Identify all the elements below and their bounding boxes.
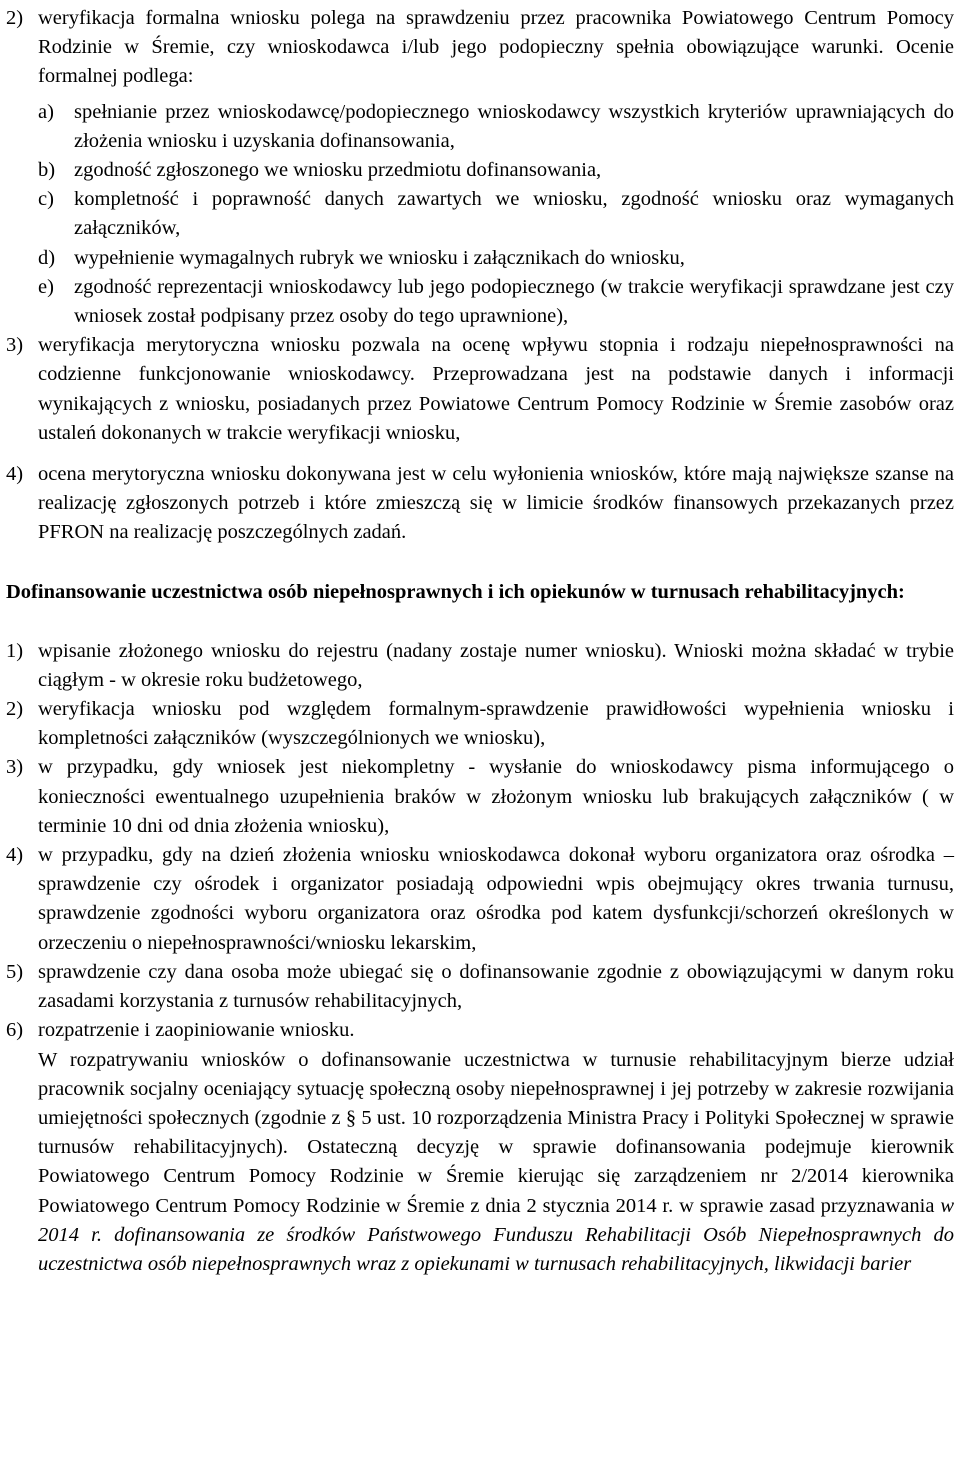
list-item: [6, 695, 954, 753]
closing-text: W rozpatrywaniu wniosków o dofinansowanie uczestnictwa w turnusie rehabilitacyjnym bierze udział pracownik socjalny oceniający sytuację społeczną osoby niepełnosprawnej i jej potrzeby w zakresie rozwijania umiejętności społecznych (zgodnie z § 5 ust. 10 rozporządzenia Ministra Pracy i Polityki Społecznej w sprawie turnusów rehabilitacyjnych). Ostateczną decyzję w sprawie dofinansowania podejmuje kierownik Powiatowego Centrum Pomocy Rodzinie w Śremie kierując się zarządzeniem nr 2/2014 kierownika Powiatowego Centrum Pomocy Rodzinie w Śremie z dnia 2 stycznia 2014 r. w sprawie zasad przyznawania: [38, 1048, 954, 1217]
sublist-label: a): [38, 100, 54, 123]
closing-italic-text: w 2014 r. dofinansowania ze środków Państwowego Funduszu Rehabilitacji Osób Niepełnosprawnych do uczestnictwa osób niepełnosprawnych wraz z opiekunami w turnusach rehabilitacyjnych, likwidacji barier: [38, 1194, 954, 1275]
sublist-text: spełnianie przez wnioskodawcę/podopiecznego wnioskodawcy wszystkich kryteriów uprawniających do złożenia wniosku i uzyskania dofinansowania,: [74, 100, 954, 152]
sublist-label: d): [38, 246, 56, 269]
section-heading: Dofinansowanie uczestnictwa osób niepełnosprawnych i ich opiekunów w turnusach rehabilitacyjnych:: [6, 580, 905, 603]
sublist-text: zgodność reprezentacji wnioskodawcy lub jego podopiecznego (w trakcie weryfikacji sprawdzane jest czy wniosek został podpisany przez osoby do tego uprawnione),: [74, 275, 954, 328]
item-number: 5): [6, 960, 24, 983]
sublist-item: [38, 156, 954, 185]
sublist-item: [38, 185, 954, 243]
item-number: 4): [6, 844, 24, 867]
list-item: [6, 753, 954, 841]
sublist-item: [38, 98, 954, 156]
sublist-label: c): [38, 188, 54, 211]
item-text: rozpatrzenie i zaopiniowanie wniosku.: [38, 1019, 355, 1042]
item-text: w przypadku, gdy na dzień złożenia wniosku wnioskodawca dokonał wyboru organizatora oraz ośrodka – sprawdzenie czy ośrodek i organizator posiadają odpowiedni wpis obejmujący okres trwania turnusu, sprawdzenie zgodności wyboru organizatora oraz ośrodka pod katem dysfunkcji/schorzeń określonych w orzeczeniu o niepełnosprawności/wniosku lekarskim,: [38, 844, 954, 954]
item-text: wpisanie złożonego wniosku do rejestru (nadany zostaje numer wniosku). Wnioski można składać w trybie ciągłym - w okresie roku budżetowego,: [38, 639, 954, 691]
sublist-item: [38, 244, 954, 273]
list-item: [6, 958, 954, 1016]
item-number: 2): [6, 698, 24, 721]
list-item: [6, 460, 954, 548]
item-text: weryfikacja wniosku pod względem formalnym-sprawdzenie prawidłowości wypełnienia wniosku i kompletności załączników (wyszczególnionych we wniosku),: [38, 698, 954, 750]
list-item: [6, 331, 954, 448]
item-number: 1): [6, 639, 24, 662]
item-text: w przypadku, gdy wniosek jest niekompletny - wysłanie do wnioskodawcy pisma informującego o konieczności ewentualnego uzupełnienia braków w złożonym wniosku lub brakujących załączników ( w terminie 10 dni od dnia złożenia wniosku),: [38, 756, 954, 837]
item-number: 3): [6, 756, 24, 779]
sublist-text: kompletność i poprawność danych zawartych we wniosku, zgodność wniosku oraz wymaganych załączników,: [74, 188, 954, 240]
sublist-text: wypełnienie wymagalnych rubryk we wniosku i załącznikach do wniosku,: [74, 246, 685, 269]
item-number: 2): [6, 7, 24, 29]
sublist-item: [38, 273, 954, 331]
closing-paragraph: [38, 1046, 954, 1280]
sublist-label: e): [38, 275, 54, 298]
item-number: 3): [6, 334, 24, 357]
sublist-text: zgodność zgłoszonego we wniosku przedmiotu dofinansowania,: [74, 159, 602, 182]
item-text: weryfikacja formalna wniosku polega na sprawdzeniu przez pracownika Powiatowego Centrum Pomocy Rodzinie w Śremie, czy wnioskodawca i/lub jego podopieczny spełnia obowiązujące warunki. Ocenie formalnej podlega:: [38, 7, 954, 88]
list-item: [6, 1016, 954, 1045]
item-text: weryfikacja merytoryczna wniosku pozwala na ocenę wpływu stopnia i rodzaju niepełnosprawności na codzienne funkcjonowanie wnioskodawcy. Przeprowadzana jest na podstawie danych i informacji wynikających z wniosku, posiadanych przez Powiatowe Centrum Pomocy Rodzinie w Śremie zasobów oraz ustaleń dokonanych w trakcie weryfikacji wniosku,: [38, 334, 954, 444]
list-item: [6, 4, 954, 92]
item-number: 6): [6, 1019, 24, 1042]
list-item: [6, 841, 954, 958]
sublist-label: b): [38, 159, 56, 182]
list-item: [6, 637, 954, 695]
item-text: sprawdzenie czy dana osoba może ubiegać się o dofinansowanie zgodnie z obowiązującymi w danym roku zasadami korzystania z turnusów rehabilitacyjnych,: [38, 960, 954, 1013]
sublist: [38, 98, 954, 332]
item-text: ocena merytoryczna wniosku dokonywana jest w celu wyłonienia wniosków, które mają największe szanse na realizację zgłoszonych potrzeb i które zmieszczą się w limicie środków finansowych przekazanych przez PFRON na realizację poszczególnych zadań.: [38, 463, 954, 544]
item-number: 4): [6, 463, 24, 486]
